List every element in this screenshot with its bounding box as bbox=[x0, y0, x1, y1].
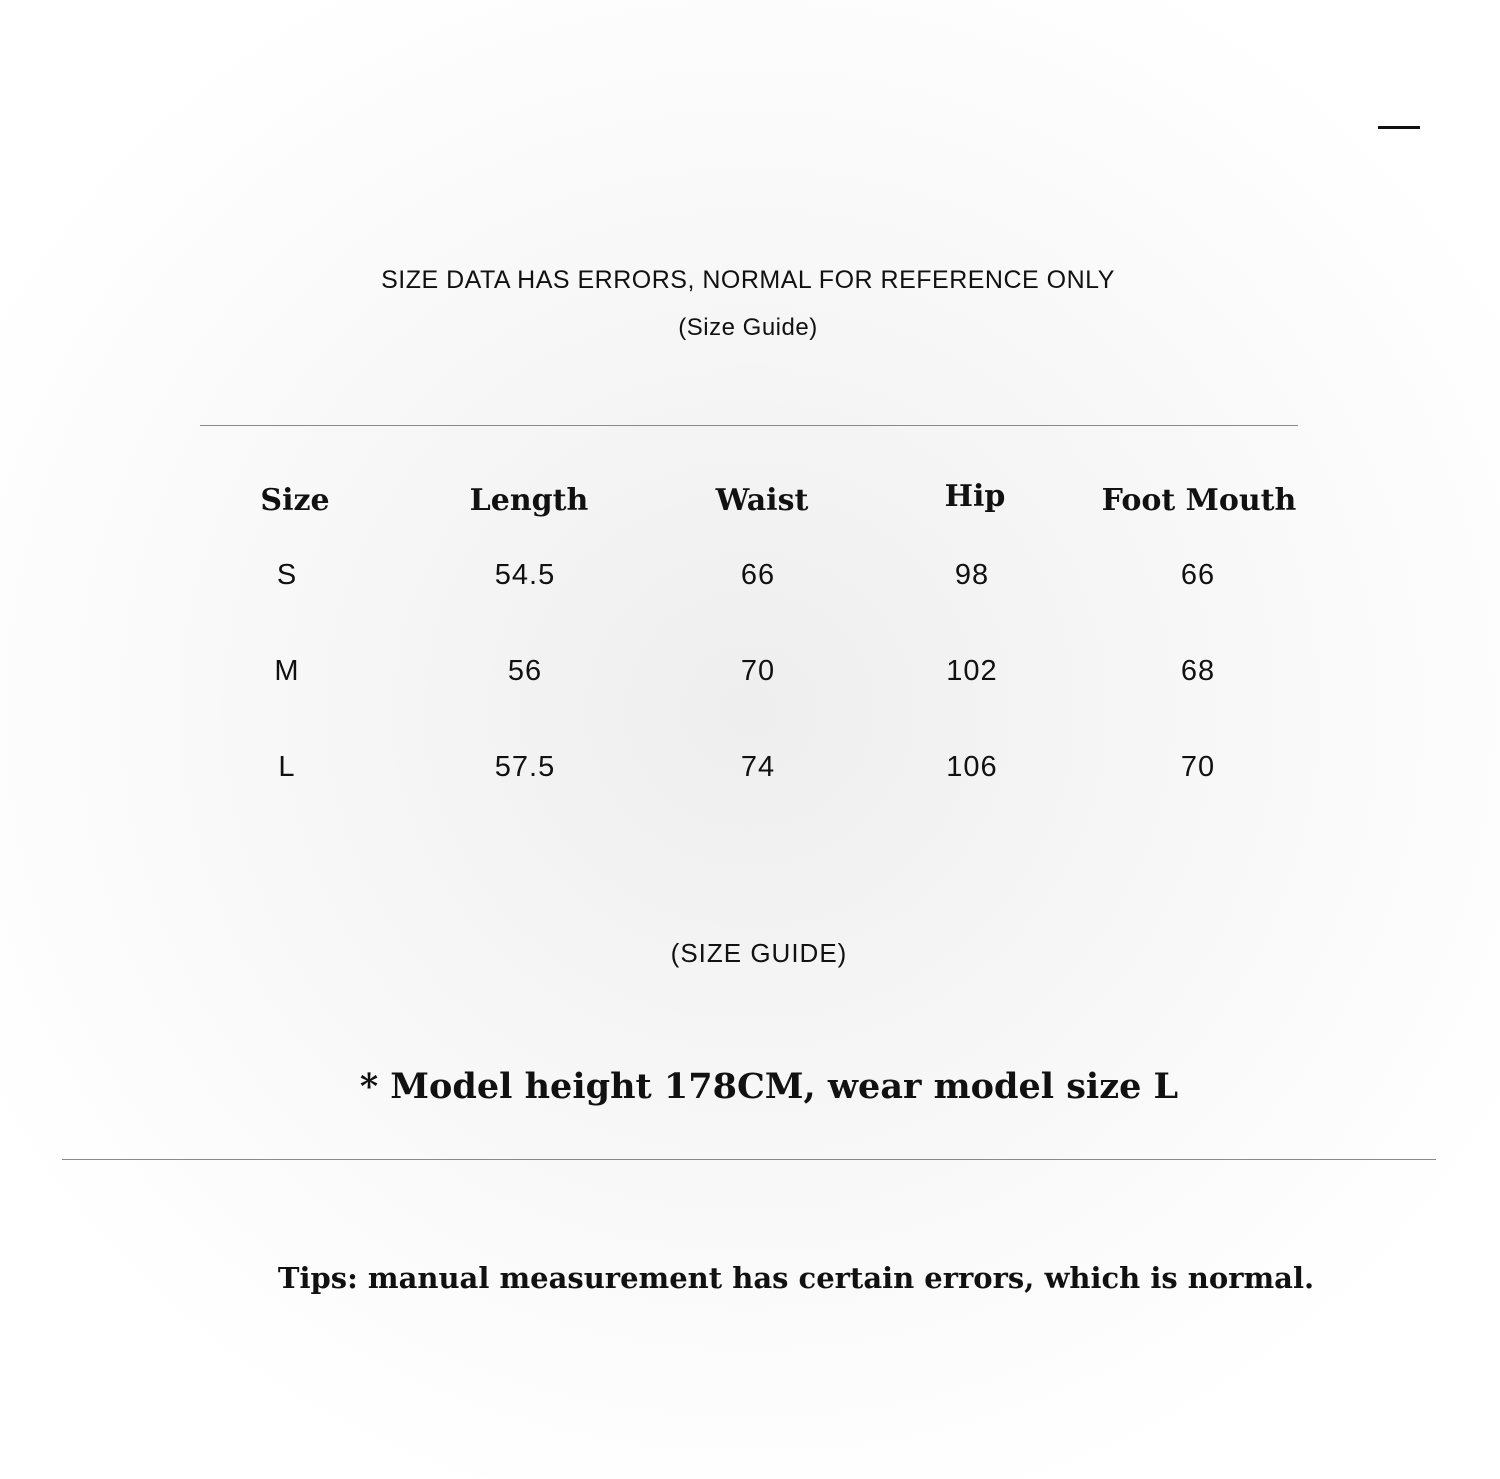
measurement-tips: Tips: manual measurement has certain errors, which is normal. bbox=[277, 1261, 1315, 1295]
size-guide-label: (SIZE GUIDE) bbox=[670, 938, 848, 968]
column-header-size: Size bbox=[260, 483, 330, 518]
size-guide-subtitle: (Size Guide) bbox=[678, 314, 818, 341]
cell-length: 57.5 bbox=[494, 751, 556, 783]
column-header-foot-mouth: Foot Mouth bbox=[1101, 483, 1297, 518]
cell-foot-mouth: 66 bbox=[1180, 559, 1216, 591]
cell-waist: 74 bbox=[740, 751, 776, 783]
cell-length: 54.5 bbox=[494, 559, 556, 591]
cell-waist: 66 bbox=[740, 559, 776, 591]
table-top-divider bbox=[200, 425, 1298, 426]
cell-hip: 102 bbox=[946, 655, 998, 687]
cell-size: S bbox=[276, 559, 298, 591]
column-header-waist: Waist bbox=[715, 483, 809, 518]
cell-foot-mouth: 68 bbox=[1180, 655, 1216, 687]
cell-length: 56 bbox=[507, 655, 543, 687]
cell-hip: 98 bbox=[954, 559, 990, 591]
column-header-hip: Hip bbox=[944, 479, 1006, 514]
cell-foot-mouth: 70 bbox=[1180, 751, 1216, 783]
corner-dash-mark bbox=[1378, 126, 1420, 129]
column-header-length: Length bbox=[469, 483, 589, 518]
cell-waist: 70 bbox=[740, 655, 776, 687]
cell-hip: 106 bbox=[946, 751, 998, 783]
cell-size: M bbox=[274, 655, 300, 687]
bottom-divider bbox=[62, 1159, 1436, 1160]
cell-size: L bbox=[278, 751, 296, 783]
model-size-note: * Model height 178CM, wear model size L bbox=[359, 1066, 1179, 1107]
size-disclaimer-title: SIZE DATA HAS ERRORS, NORMAL FOR REFERENCE ONLY bbox=[381, 266, 1115, 294]
